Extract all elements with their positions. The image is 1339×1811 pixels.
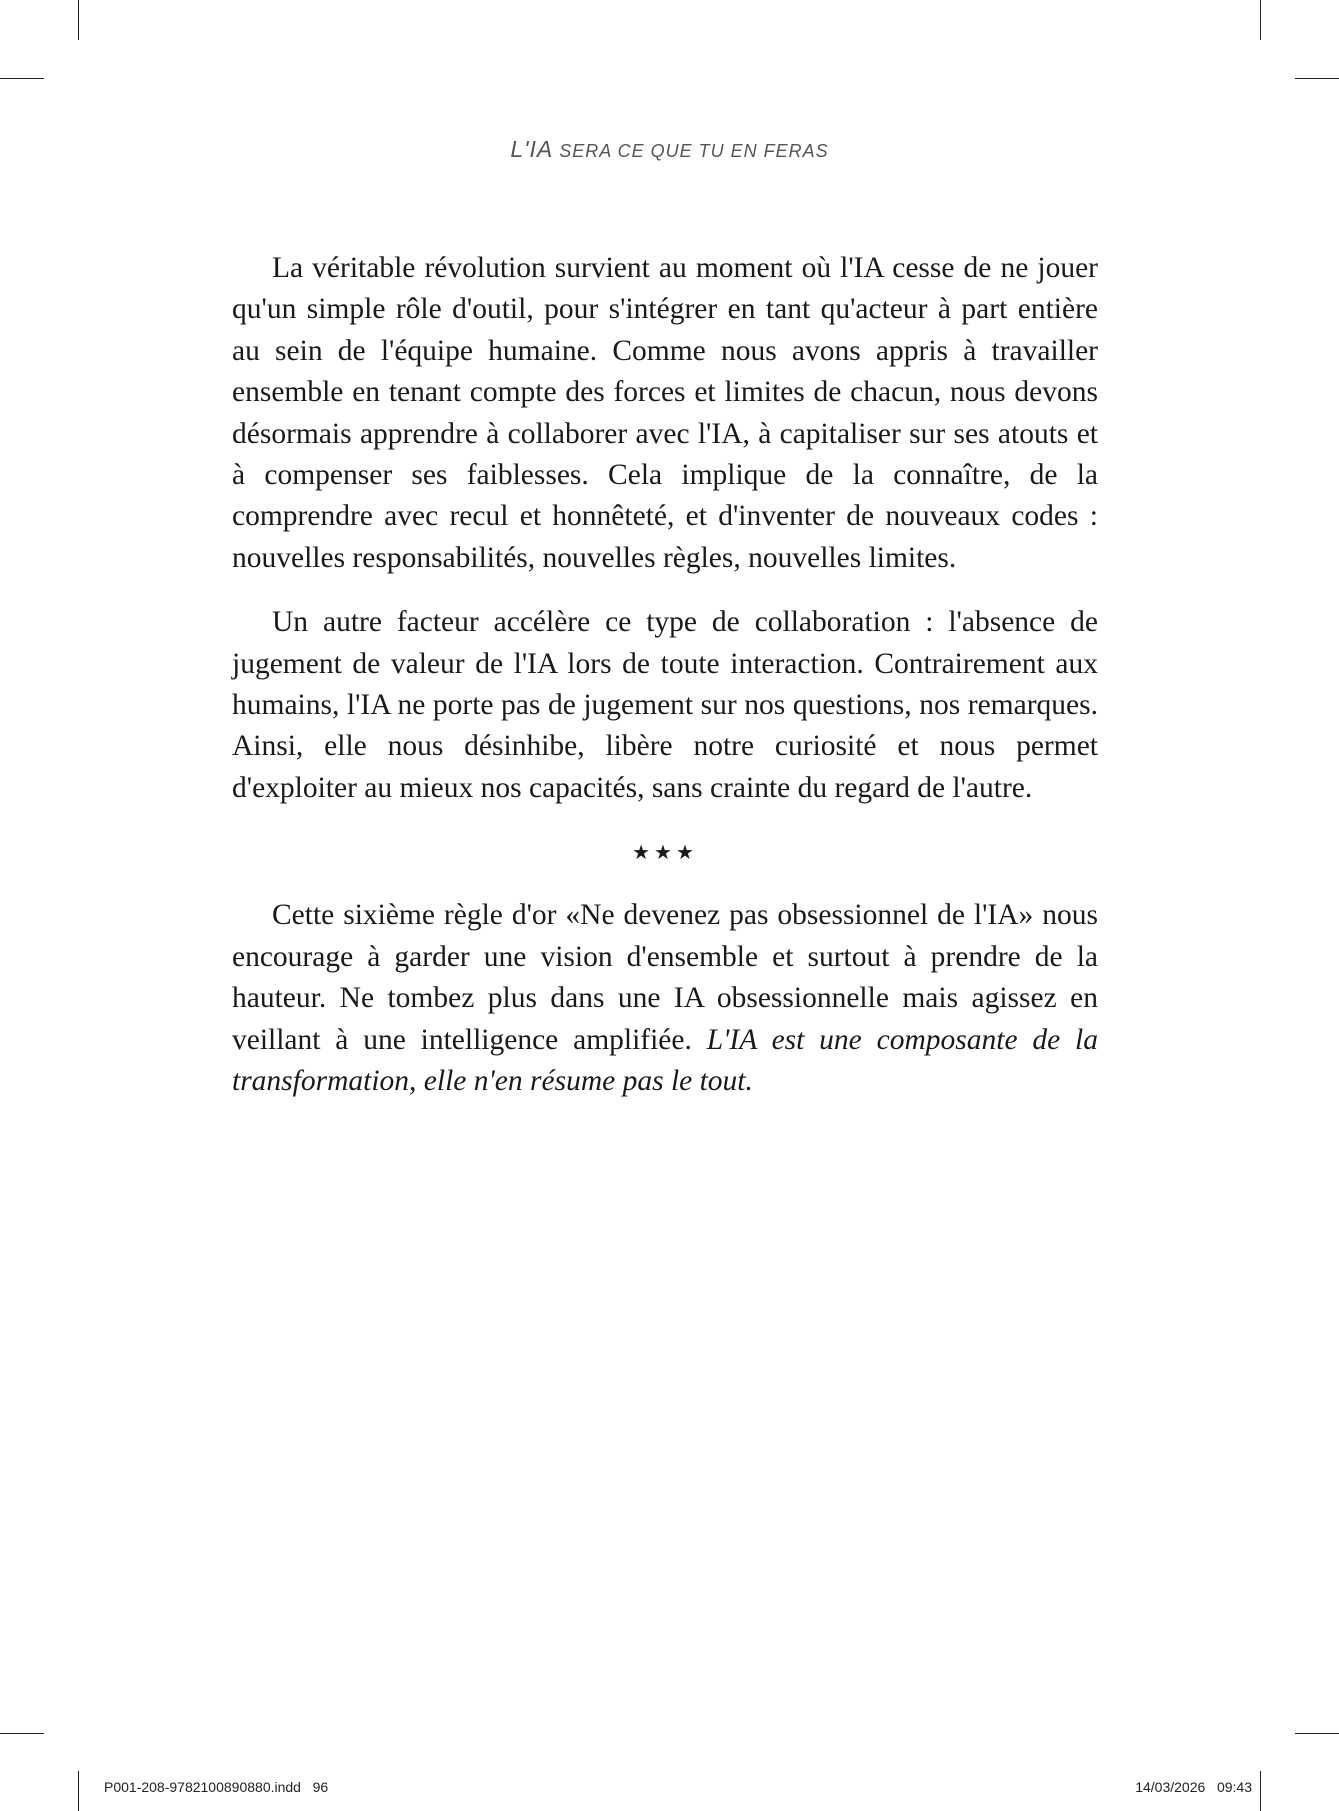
crop-mark-top-left-horizontal — [0, 78, 44, 79]
paragraph-3-italic: L'IA est une composante de la transformation, elle n'en résume pas le tout. — [232, 1023, 1098, 1097]
body-text — [232, 248, 1098, 1102]
running-head-subtitle: SERA CE QUE TU EN FERAS — [553, 141, 829, 161]
crop-mark-top-right-horizontal — [1295, 78, 1339, 79]
crop-mark-top-right-vertical — [1260, 0, 1261, 40]
slug-datetime: 14/03/2026 09:43 — [1135, 1779, 1252, 1795]
paragraph-2: Un autre facteur accélère ce type de collaboration : l'absence de jugement de valeur de l'IA lors de toute interaction. Contrairement aux humains, l'IA ne porte pas de jugement sur nos questions, nos remarques. Ainsi, elle nous désinhibe, libère notre curiosité et nous permet d'exploiter au mieux nos capacités, sans crainte du regard de l'autre. — [232, 606, 1098, 804]
crop-mark-bottom-right-horizontal — [1295, 1733, 1339, 1734]
section-separator: ★★★ — [632, 840, 698, 865]
paragraph-3 — [232, 895, 1098, 1102]
paragraph-3-text: Cette sixième règle d'or «Ne devenez pas obsessionnel de l'IA» nous encourage à garder une vision d'ensemble et surtout à prendre de la hauteur. Ne tombez plus dans une IA obsessionnelle mais agissez en veillant à une intelligence amplifiée. — [232, 899, 1098, 1056]
crop-mark-bottom-left-horizontal — [0, 1733, 44, 1734]
crop-mark-bottom-right-vertical — [1260, 1771, 1261, 1811]
crop-mark-bottom-left-vertical — [78, 1771, 79, 1811]
running-head — [0, 136, 1339, 163]
running-head-title: L'IA — [510, 136, 554, 162]
slug-file-info: P001-208-9782100890880.indd 96 — [104, 1779, 329, 1795]
paragraph-1: La véritable révolution survient au moment où l'IA cesse de ne jouer qu'un simple rôle d'outil, pour s'intégrer en tant qu'acteur à part entière au sein de l'équipe humaine. Comme nous avons appris à travailler ensemble en tenant compte des forces et limites de chacun, nous devons désormais apprendre à collaborer avec l'IA, à capitaliser sur ses atouts et à compenser ses faiblesses. Cela implique de la connaître, de la comprendre avec recul et honnêteté, et d'inventer de nouveaux codes : nouvelles responsabilités, nouvelles règles, nouvelles limites. — [232, 252, 1098, 574]
crop-mark-top-left-vertical — [78, 0, 79, 40]
